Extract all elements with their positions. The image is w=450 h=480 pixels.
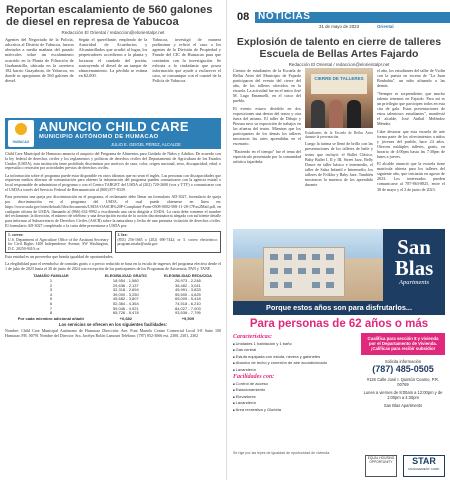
star-logo-text: STAR: [412, 456, 436, 466]
article-column-3: [377, 68, 445, 228]
section-label: NOTICIAS: [258, 11, 311, 22]
income-table: [5, 274, 221, 321]
table-cell: 25,636 - 2,137: [112, 282, 139, 288]
list-item: ■ Control de acceso: [233, 381, 357, 387]
qualify-box: Cualifica para sección 8 y vivienda por el Departamento de Vivienda. ¡Calificas para recibir subsidio!: [361, 333, 445, 355]
issue-date: 31 de mayo de 2023: [319, 24, 360, 29]
ad-footer: Se rige por las leyes de igualdad de oportunidad de vivienda.: [233, 451, 331, 455]
logo-line-2: Blas: [394, 256, 434, 280]
table-cell: 18,954 - 1,580: [112, 278, 139, 284]
table-row-extra: Por cada miembro adicional añadir +6,682 +9,509: [17, 315, 195, 321]
list-item: ■ Elevadores: [233, 394, 357, 400]
list-item: ■ Estufa equipada con estufa, nevera y gabinetes: [233, 354, 357, 360]
article-byline: Redacción El Oriental / redaccion@elorientalpr.net: [288, 62, 390, 67]
article-paragraph: Agentes del Negociado de la Policía, adscritos al Distrito de Yabucoa, fueron alertados a media mañana del pasado miércoles sobre un escalamiento ocurrido en la Planta de Filtración de Guabanatilla, ubicada en la carretera 182 barrio Guayabota, de Yabucoa, en donde se apropiaron de 560 galones de diesel.: [5, 37, 74, 84]
address-mail: 1. correo: U.S. Department of Agriculture Office of the Assistant Secretary for Civil Rights 1400 Independence Avenue, SW Washington, D.C. 20250-9410; or: [5, 231, 112, 253]
san-blas-ad: [233, 229, 445, 478]
ad-features: [233, 333, 357, 413]
article-byline: Redacción El Oriental / redaccion@elorientalpr.net: [61, 30, 165, 35]
article-paragraph: Yabucoa, investigó de manera preliminar y refirió el caso a los agentes de la División de Propiedad y Fraude del CIC de Humacao para que continúen con la investigación. Se exhorta a la ciudadanía que posea información que ayude a esclarecer el caso, se comunique con el cuartel de la Policía de Yabucoa.: [152, 37, 222, 84]
phone-label: Solicita información: [384, 358, 422, 364]
right-page: [226, 0, 450, 480]
ad-address: #126 Calle José I. Quintón Coamo, P.R. 00769: [366, 376, 440, 387]
table-cell: 45,682 - 3,807: [112, 296, 139, 302]
eligibility-text: La elegibilidad para el reembolso de comidas gratis o a precio reducido se basa en la escala de ingresos del programa efectiva desde el 1 de julio de 2023 hasta el 30 de junio de 2024 con excepción de los participantes de los Programas de Asistencia, PAN y TANF.: [5, 261, 221, 272]
table-cell: 36,482 - 3,041: [174, 282, 201, 288]
table-header: TAMAÑO FAMILIAR: [33, 274, 69, 279]
services-text: Nombre: Child Care Municipal Autónomo de Humacao Dirección: Ave. Font Martelo Centro Comercial Local 3-E Suite 100 Humacao P.R. 00791 Nombre del Director: Sra. Jacelyn Rolón Lamourt Teléfono: (787) 852-3066 ext. 2300, 2301, 2302: [5, 328, 221, 339]
table-cell: 6: [49, 301, 53, 307]
banner-subtitle: MUNICIPIO AUTÓNOMO DE HUMACAO: [39, 134, 159, 140]
article-paragraph: Cabe destacar que esta escuela de arte forma parte de los ofrecimientos a niños y jóvenes del pueblo, hace 24 años. Ofrecen múltiples talleres, gratis, en horario de 4:00pm hasta las 7:30pm de lunes a jueves.: [377, 128, 445, 159]
article-photo: [305, 68, 373, 128]
list-item: ■ Gas central: [233, 347, 357, 353]
table-cell: 39,000 - 3,250: [112, 291, 139, 297]
humacao-logo-icon: [8, 120, 34, 147]
table-cell: 8: [49, 310, 53, 316]
article-column-3: [152, 37, 221, 114]
phone-block: [361, 359, 445, 374]
article-paragraph: Cientos de estudiantes de la Escuela de Bellas Artes del Municipio de Fajardo participaron del evento del cierre del año, de los talleres ofrecidos en la escuela. La actividad fue en el teatro José M. Lugo Emanuelli, en el casco del pueblo.: [233, 68, 301, 104]
article-column-1: [233, 68, 301, 228]
table-cell: 52,364 - 4,364: [112, 301, 139, 307]
logo-line-3: Apartments: [399, 279, 429, 286]
logo-word: HUMACAO: [12, 140, 30, 144]
article-paragraph: "Siempre es sorprendente, que mucho talento tenemos en Fajardo. Para mí es un privilegio que participen todos en esta cita de gala. Estas presentaciones de estos talentosos estudiantes", manifestó el alcalde, José Aníbal Meléndez Méndez.: [377, 90, 445, 126]
logo-line-1: San: [397, 235, 431, 259]
table-cell: 45,991 - 3,833: [174, 287, 201, 293]
star-logo-sub: MANAGEMENT CORP.: [408, 467, 440, 471]
notice-paragraph: La información sobre el programa puede estar disponible en otros idiomas que no sean el inglés. Las personas con discapacidades que requieran medios alternos de comunicación para obtener la información del programa pueden comunicarse con la agencia estatal o local responsable de administrar el programa o con el Centro TARGET del USDA al (202) 720-2600 (voz y TTY) o comunicarse con el USDA a través del Servicio Federal de Retransmisión al (800) 877-8339.: [5, 172, 221, 192]
list-item: ■ Lavandería: [233, 367, 357, 373]
table-cell: 2: [49, 282, 53, 288]
ad-hours: Lunes a viernes de 8:00am a 12:00pm y de 1:00pm a 4:30pm: [363, 389, 443, 400]
list-item: ■ Unidades 1 habitación y 1 baño: [233, 341, 357, 347]
table-cell: 1: [49, 278, 53, 284]
table-cell: 65,009 - 5,418: [174, 296, 201, 302]
table-cell: 93,536 - 7,795: [174, 310, 201, 316]
article-headline: Explosión de talento en cierre de talleres Escuela de Bellas Artes Fajardo: [236, 36, 442, 60]
notice-paragraph: Para presentar una queja por discriminación en el programa, el reclamante debe llenar un formulario AD-3027, formulario de queja por discriminación en el programa del USDA, el cual puede obtenerse en línea en: https://www.usda.gov/sites/default/files/documents/USDA-OASCR%20P-Complaint-Form-0508-0002-508-11-28-17Fax2Mail.pdf, en cualquier oficina de USDA, llamando al (866) 632-9992 o escribiendo una carta dirigida a USDA. La carta debe contener el nombre del reclamante, la dirección, el número de teléfono y una descripción escrita de la acción discriminatoria alegada con suficiente detalle para informar al Subsecretario de Derechos Civiles (ASCR) sobre la naturaleza y fecha de una presunta violación de derechos civiles. El formulario AD-3027 completado o la carta debe presentarse a USDA por:: [5, 194, 221, 228]
photo-title: CIERRE DE TALLERES: [314, 76, 364, 81]
brand-label: Oriental: [377, 24, 394, 29]
ad-contact: [361, 333, 445, 408]
ad-manager: San Blas Apartments: [383, 402, 423, 408]
table-cell: 26,973 - 2,248: [174, 278, 201, 284]
section-bar: [255, 12, 450, 23]
table-cell: 4: [49, 291, 53, 297]
article-paragraph: El alcalde anunció que la escuela tiene matrícula abierta para los talleres del siguiente año, que iniciarán en agosto de 2023. Los interesados pueden comunicarse al 787-863-8825, entre el 30 de mayo y el 2 de junio de 2023.: [377, 161, 445, 192]
phone-number: (787) 485-0505: [372, 363, 434, 374]
article-columns: [0, 37, 226, 114]
article-column-2: [79, 37, 148, 114]
child-care-banner: [5, 118, 221, 149]
article-columns: [233, 68, 445, 228]
banner-mayor: JULIO E. GEIGEL PÉREZ, ALCALDE: [111, 142, 181, 147]
san-blas-logo: [383, 229, 445, 301]
table-cell: 65,728 - 5,478: [112, 310, 139, 316]
banner-title: ANUNCIO CHILD CARE: [39, 119, 189, 134]
table-cell: 3: [49, 287, 53, 293]
article-column-2: [305, 68, 373, 228]
notice-paragraph: Child Care Municipal de Humacao anuncia el auspicio del Programa de Alimentos para Cuidado de Niños y Adultos. De acuerdo con la ley federal de derechos civiles y los reglamentos y políticas de derechos civiles del Departamento de Agricultura de los Estados Unidos (USDA), esta institución tiene prohibido discriminar por motivos de raza, color, origen nacional, sexo, discapacidad, edad, o represalia o retorsión por actividades previas de derechos civiles.: [5, 151, 221, 171]
facilities-title: Facilidades con:: [233, 374, 275, 381]
table-header: ELEGIBILIDAD GRATIS: [104, 274, 147, 279]
article-paragraph: Según el querellante, empleado de la Autoridad de Acueductos y Alcantarillados que acudió al lugar, los perpetradores accedieron a la planta y forzaron el candado del portón, sustrayendo el diesel de un tanque de almacenamiento. La pérdida se estima en $2,000.: [78, 37, 148, 79]
features-title: Características:: [233, 334, 272, 340]
list-item: ■ Área recreativa y Glorieta: [233, 407, 357, 413]
table-cell: 32,318 - 2,694: [112, 287, 139, 293]
star-management-logo: [403, 455, 445, 477]
table-cell: 74,518 - 6,210: [174, 301, 201, 307]
article-paragraph: el año, los estudiantes del taller de Violín con la puesta en escena de "La Juan Bonbahia", un niño afinando a las demás.: [377, 68, 445, 89]
equal-opportunity: Esta entidad es un proveedor que brinda igualdad de oportunidades.: [5, 254, 114, 260]
building-photo: [233, 229, 383, 301]
article-paragraph: Luego la tarima se llenó de brillo con las presentaciones de los talleres de baile y teatro que incluyó: el Ballet Clásico, Baby Ballet I, II y III, Street Jazz, Belly Dance en taller básico e intermedio, el taller de Salsa Infantil e Intermedio, los talleres de Folklor y Baby Jazz. También mostraron la muestra de los aprendido durante: [305, 141, 373, 187]
table-cell: 84,027 - 7,003: [174, 305, 201, 311]
table-header: ELEGIBILIDAD REDUCIDA: [163, 274, 212, 279]
article-headline: Reportan escalamiento de 560 galones de diesel en represa de Yabucoa: [6, 4, 213, 28]
article-paragraph: El evento estuvo dividido en dos exposiciones una dentro del teatro y otra fuera del mismo. El taller de Dibujo y Pintura tuvo su exposición de trabajos en las afueras del teatro. Mientras que los participantes de los demás los talleres mostraron las artes aprendidas en el escenario.: [233, 105, 301, 147]
table-cell: 55,500 - 4,625: [174, 291, 201, 297]
table-cell: 5: [49, 296, 53, 302]
equal-housing-icon: EQUAL HOUSING OPPORTUNITY: [365, 455, 397, 477]
table-cell: 59,046 - 4,921: [112, 305, 139, 311]
list-item: ■ Estacionamiento: [233, 387, 357, 393]
complaint-addresses: [5, 231, 221, 253]
table-cell: 7: [49, 305, 53, 311]
photo-caption: Estudiantes de la Escuela de Bellas Artes durante la presentación.: [305, 131, 373, 140]
address-fax: 2. fax: (833) 256-1665 o (202) 690-7442; or 3. correo electrónico: program.intake@usda.gov: [115, 231, 222, 253]
list-item: ■ Lavandería: [233, 400, 357, 406]
page-number: 08: [237, 11, 250, 23]
services-title: Los servicios se ofrecen en los siguientes facilidades:: [58, 322, 168, 328]
ad-tagline: Porque estos años son para disfrutarlos...: [233, 301, 445, 315]
list-item: ■ Abanico de techo y conexión de aire acondicionado: [233, 360, 357, 366]
child-care-notice: [5, 152, 221, 341]
article-column-1: [5, 37, 74, 114]
section-header: [227, 0, 450, 30]
ad-headline: Para personas de 62 años o más: [233, 316, 445, 332]
article-paragraph: "Haciendo en el tiempo" fue el tema del espectáculo presentado por la comunidad artística fajardeña.: [233, 148, 301, 164]
